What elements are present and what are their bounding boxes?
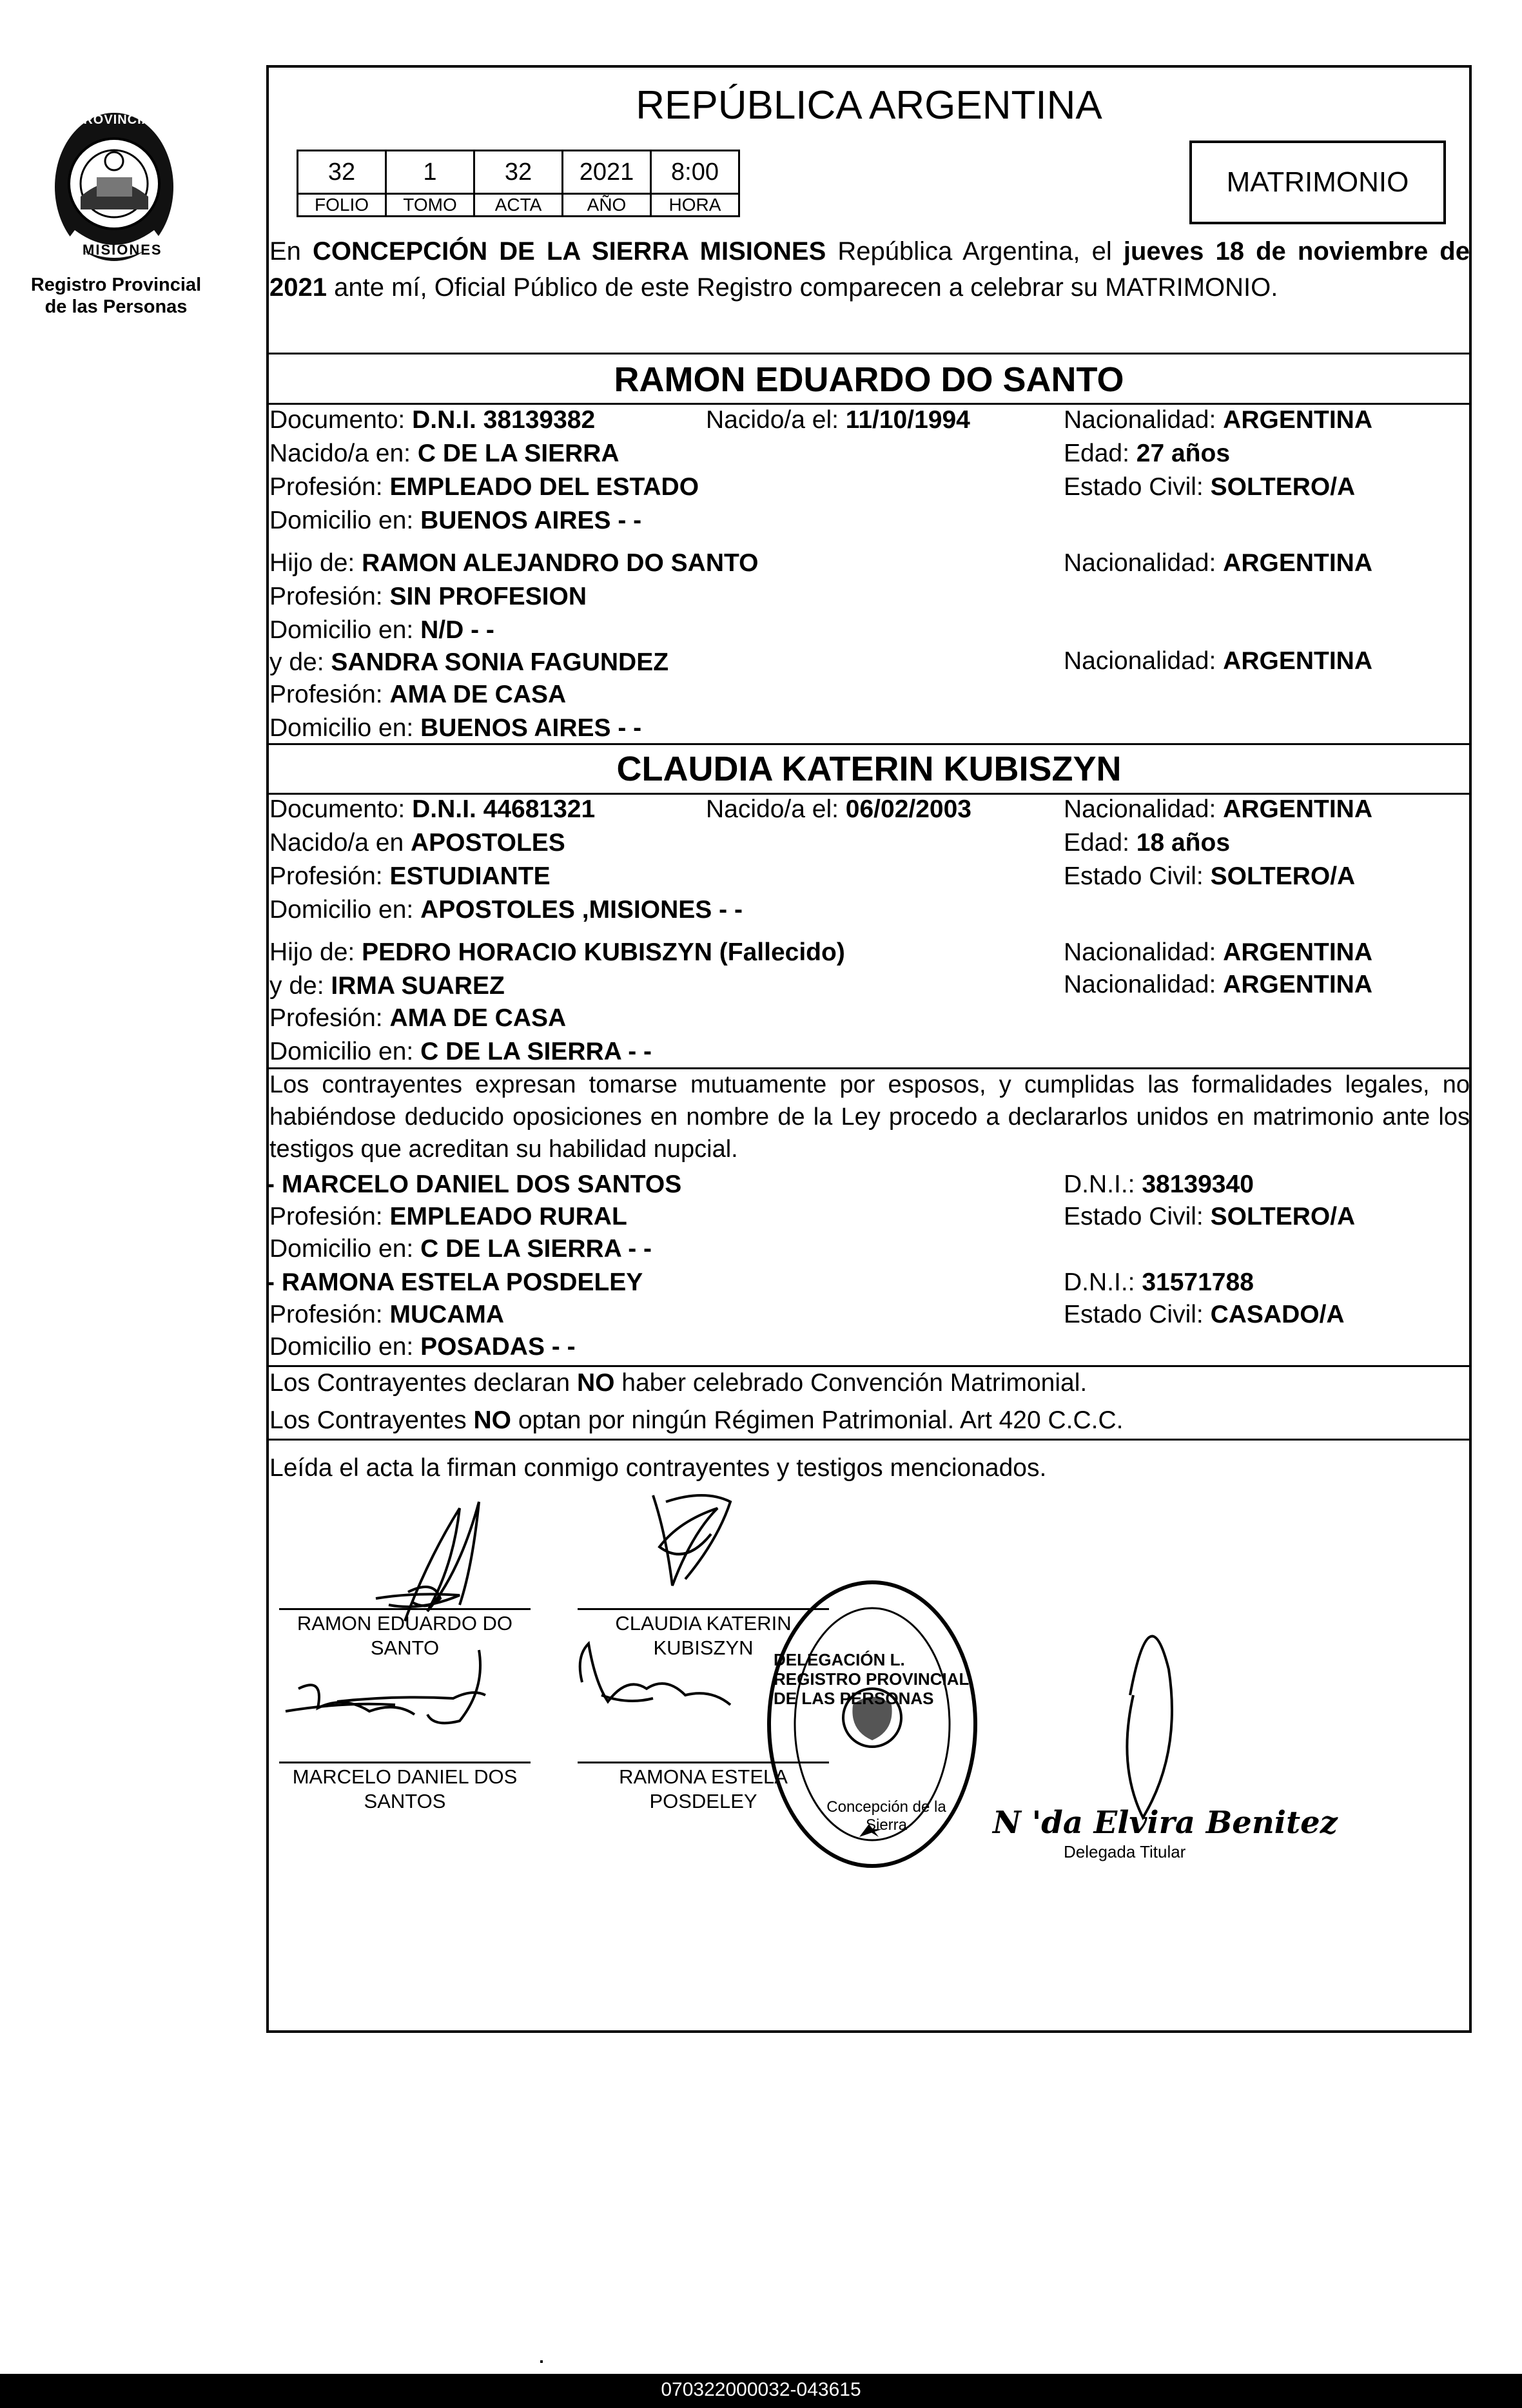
spouse1-mother-domicile: Domicilio en: BUENOS AIRES - -: [269, 714, 642, 742]
signature-label-ramon: RAMON EDUARDO DO SANTO: [297, 1612, 513, 1659]
spouse1-document: Documento: D.N.I. 38139382: [269, 406, 596, 434]
intro-text-2: República Argentina, el: [826, 237, 1124, 266]
witness1-civil-status: Estado Civil: SOLTERO/A: [1064, 1203, 1356, 1230]
signature-line-1: [279, 1608, 531, 1610]
witness1-dni: D.N.I.: 38139340: [1064, 1170, 1254, 1198]
witness2-domicile: Domicilio en: POSADAS - -: [269, 1333, 576, 1361]
folio-label: FOLIO: [298, 194, 386, 217]
spouse2-age: Edad: 18 años: [1064, 829, 1231, 857]
divider: [266, 793, 1472, 795]
spouse2-nationality: Nacionalidad: ARGENTINA: [1064, 795, 1373, 823]
intro-place: CONCEPCIÓN DE LA SIERRA MISIONES: [313, 237, 826, 266]
tomo-value: 1: [386, 151, 474, 194]
spouse1-father-nationality: Nacionalidad: ARGENTINA: [1064, 549, 1373, 577]
signature-official: [1127, 1636, 1172, 1818]
witness2-civil-status: Estado Civil: CASADO/A: [1064, 1301, 1345, 1328]
page-dot: [540, 2360, 543, 2363]
logo-caption-line1: Registro Provincial: [30, 275, 202, 295]
spouse1-profession: Profesión: EMPLEADO DEL ESTADO: [269, 473, 699, 501]
signature-ramon: [376, 1502, 479, 1621]
convention-line-1: Los Contrayentes declaran NO haber celebrado Convención Matrimonial.: [269, 1369, 1088, 1397]
provincial-logo: [52, 106, 177, 274]
spouse1-father-profession: Profesión: SIN PROFESION: [269, 583, 587, 610]
intro-text-1: En: [269, 237, 313, 266]
spouse1-mother-profession: Profesión: AMA DE CASA: [269, 681, 567, 708]
spouse1-name: RAMON EDUARDO DO SANTO: [614, 360, 1124, 399]
seal-text-bottom: MISIONES: [83, 242, 162, 258]
stamp-inner-text: Concepción de la Sierra: [826, 1798, 946, 1834]
signature-marcelo: [286, 1650, 485, 1723]
spouse2-civil-status: Estado Civil: SOLTERO/A: [1064, 862, 1356, 890]
logo-caption-line2: de las Personas: [44, 296, 188, 317]
intro-date: jueves 18 de noviembre de 2021: [269, 237, 1470, 302]
seal-text-top: PROVINCIA DE: [74, 113, 175, 127]
spouse1-civil-status: Estado Civil: SOLTERO/A: [1064, 473, 1356, 501]
convention-line-2: Los Contrayentes NO optan por ningún Régimen Patrimonial. Art 420 C.C.C.: [269, 1406, 1124, 1434]
witness1-name: - MARCELO DANIEL DOS SANTOS: [266, 1170, 682, 1198]
witness1-domicile: Domicilio en: C DE LA SIERRA - -: [269, 1235, 652, 1263]
logo-caption: [26, 274, 206, 318]
tomo-label: TOMO: [386, 194, 474, 217]
barcode-text: 070322000032-043615: [661, 2379, 861, 2400]
ano-value: 2021: [563, 151, 651, 194]
signature-line-3: [279, 1762, 531, 1763]
signature-label-ramona: RAMONA ESTELA POSDELEY: [619, 1765, 788, 1812]
divider: [266, 1439, 1472, 1441]
spouse2-document: Documento: D.N.I. 44681321: [269, 795, 596, 823]
hora-label: HORA: [651, 194, 739, 217]
spouse2-domicile: Domicilio en: APOSTOLES ,MISIONES - -: [269, 896, 743, 924]
spouse1-nationality: Nacionalidad: ARGENTINA: [1064, 406, 1373, 434]
spouse1-mother: y de: SANDRA SONIA FAGUNDEZ: [269, 648, 669, 676]
divider: [266, 1365, 1472, 1367]
intro-text-3: ante mí, Oficial Público de este Registro comparecen a celebrar su MATRIMONIO.: [326, 273, 1278, 302]
spouse2-birthplace: Nacido/a en APOSTOLES: [269, 829, 565, 857]
folio-value: 32: [298, 151, 386, 194]
divider: [266, 743, 1472, 745]
declaration-text: Los contrayentes expresan tomarse mutuamente por esposos, y cumplidas las formalidades legales, no habiéndose deducido oposiciones en nombre de la Ley procedo a declararlos unidos en matrimonio ante los testigos que acreditan su habilidad nupcial.: [269, 1071, 1470, 1163]
signature-label-claudia: CLAUDIA KATERIN KUBISZYN: [615, 1612, 792, 1659]
intro-paragraph: [269, 233, 1470, 306]
spouse1-birthdate: Nacido/a el: 11/10/1994: [706, 406, 970, 434]
act-type-box: MATRIMONIO: [1189, 141, 1446, 224]
signature-claudia: [653, 1495, 730, 1586]
official-title: Delegada Titular: [1064, 1842, 1186, 1861]
divider: [266, 403, 1472, 405]
page-title: REPÚBLICA ARGENTINA: [636, 83, 1102, 128]
signatures-intro: Leída el acta la firman conmigo contrayentes y testigos mencionados.: [269, 1454, 1047, 1482]
spouse1-age: Edad: 27 años: [1064, 440, 1231, 467]
divider: [266, 353, 1472, 354]
signature-line-2: [578, 1608, 829, 1610]
spouse2-name: CLAUDIA KATERIN KUBISZYN: [616, 750, 1122, 788]
signature-label-marcelo: MARCELO DANIEL DOS SANTOS: [292, 1765, 518, 1812]
acta-value: 32: [474, 151, 563, 194]
barcode-strip: [0, 2374, 1522, 2408]
spouse2-mother-profession: Profesión: AMA DE CASA: [269, 1004, 567, 1032]
acta-label: ACTA: [474, 194, 563, 217]
spouse1-mother-nationality: Nacionalidad: ARGENTINA: [1064, 647, 1373, 675]
witness2-name: - RAMONA ESTELA POSDELEY: [266, 1268, 643, 1296]
signature-line-4: [578, 1762, 829, 1763]
spouse1-father-domicile: Domicilio en: N/D - -: [269, 616, 494, 644]
official-signature: N 'da Elvira Benitez: [993, 1805, 1338, 1841]
spouse2-mother: y de: IRMA SUAREZ: [269, 972, 505, 1000]
witness2-profession: Profesión: MUCAMA: [269, 1301, 505, 1328]
spouse2-mother-nationality: Nacionalidad: ARGENTINA: [1064, 971, 1373, 998]
witness2-dni: D.N.I.: 31571788: [1064, 1268, 1254, 1296]
ano-label: AÑO: [563, 194, 651, 217]
spouse1-domicile: Domicilio en: BUENOS AIRES - -: [269, 507, 642, 534]
spouse2-profession: Profesión: ESTUDIANTE: [269, 862, 551, 890]
spouse2-mother-domicile: Domicilio en: C DE LA SIERRA - -: [269, 1038, 652, 1065]
witness1-profession: Profesión: EMPLEADO RURAL: [269, 1203, 627, 1230]
spouse1-birthplace: Nacido/a en: C DE LA SIERRA: [269, 440, 620, 467]
hora-value: 8:00: [651, 151, 739, 194]
folio-table: [297, 150, 740, 217]
spouse2-birthdate: Nacido/a el: 06/02/2003: [706, 795, 971, 823]
spouse1-father: Hijo de: RAMON ALEJANDRO DO SANTO: [269, 549, 759, 577]
spouse2-father: Hijo de: PEDRO HORACIO KUBISZYN (Fallecido): [269, 938, 845, 966]
stamp-outer-text: DELEGACIÓN L. REGISTRO PROVINCIAL DE LAS PERSONAS: [774, 1650, 969, 1708]
spouse2-father-nationality: Nacionalidad: ARGENTINA: [1064, 938, 1373, 966]
